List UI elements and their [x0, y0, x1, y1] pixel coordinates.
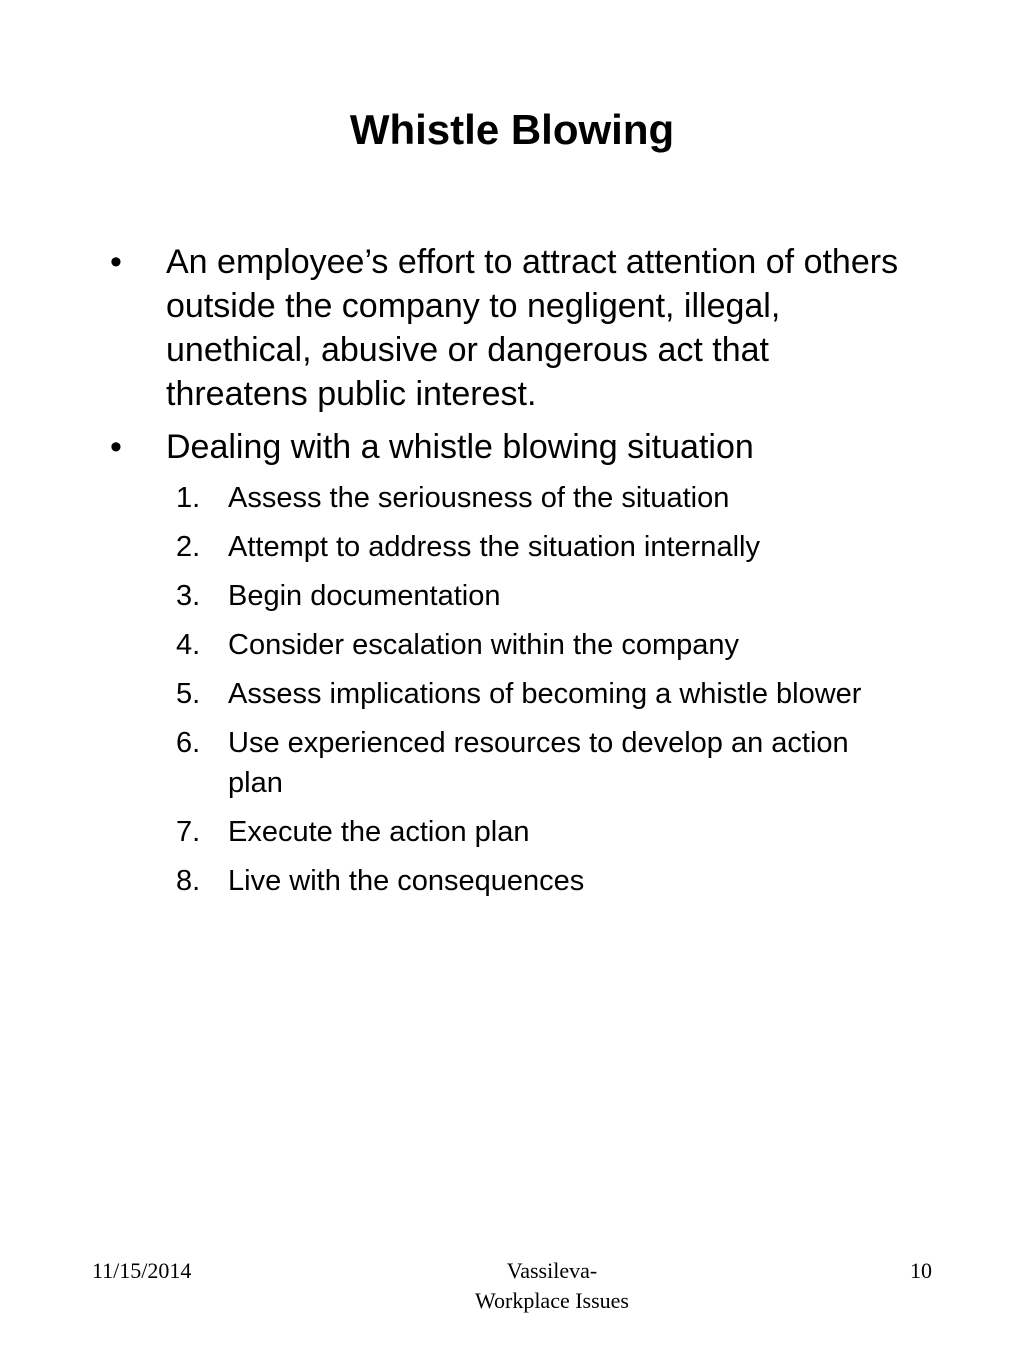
step-item	[110, 576, 910, 616]
step-item	[110, 478, 910, 518]
step-number: 2.	[176, 531, 201, 563]
step-number: 4.	[176, 629, 201, 661]
slide-title: Whistle Blowing	[349, 106, 675, 153]
bullet-list	[110, 240, 910, 910]
step-text: Assess implications of becoming a whistle blower	[228, 678, 862, 710]
step-text: Use experienced resources to develop an action plan	[228, 727, 849, 799]
step-item	[110, 625, 910, 665]
step-number: 1.	[176, 482, 201, 514]
step-number: 7.	[176, 816, 201, 848]
step-item	[110, 723, 910, 803]
steps-container	[110, 478, 910, 901]
bullet-item	[110, 240, 910, 416]
step-number: 8.	[176, 865, 201, 897]
footer-author-line2: Workplace Issues	[474, 1288, 629, 1313]
footer-page-number: 10	[910, 1258, 932, 1283]
step-text: Begin documentation	[228, 580, 501, 612]
bullet-mark: •	[110, 428, 122, 466]
footer-date: 11/15/2014	[92, 1258, 192, 1283]
bullet-mark: •	[110, 243, 122, 281]
step-text: Consider escalation within the company	[228, 629, 739, 661]
step-item	[110, 674, 910, 714]
step-text: Attempt to address the situation internally	[228, 531, 760, 563]
step-number: 5.	[176, 678, 201, 710]
step-text: Assess the seriousness of the situation	[228, 482, 730, 514]
step-number: 6.	[176, 727, 201, 759]
step-item	[110, 861, 910, 901]
bullet-text: Dealing with a whistle blowing situation	[166, 428, 754, 466]
step-text: Live with the consequences	[228, 865, 585, 897]
footer-author-line1: Vassileva-	[506, 1258, 598, 1283]
step-number: 3.	[176, 580, 201, 612]
numbered-steps	[110, 478, 910, 901]
step-item	[110, 812, 910, 852]
step-item	[110, 527, 910, 567]
footer-author	[412, 1256, 692, 1316]
bullet-item	[110, 425, 910, 469]
bullet-text: An employee’s effort to attract attention of others outside the company to negligent, illegal, unethical, abusive or dangerous act that threatens public interest.	[166, 243, 899, 413]
step-text: Execute the action plan	[228, 816, 530, 848]
